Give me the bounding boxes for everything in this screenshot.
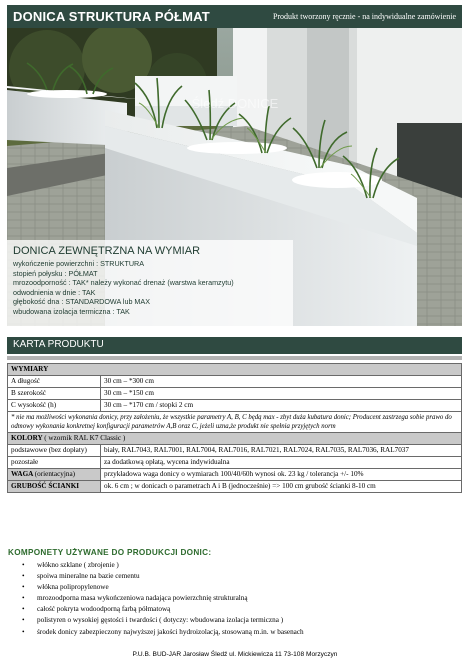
component-text: całość pokryta wodoodporną farbą półmatową	[37, 605, 171, 614]
list-item	[22, 627, 304, 638]
list-item	[22, 571, 304, 582]
wymiary-header: WYMIARY	[8, 364, 462, 376]
dim-value: 30 cm – *150 cm	[101, 388, 462, 400]
color-label: pozostałe	[8, 457, 101, 469]
spec-table	[7, 363, 462, 493]
footer-address: P.U.B. BUD-JAR Jarosław Śledź ul. Mickiewicza 11 73-108 Morzyczyn	[132, 651, 338, 658]
table-row	[8, 364, 462, 376]
dim-label: C wysokość (h)	[8, 400, 101, 412]
list-item	[22, 593, 304, 604]
dim-value: 30 cm – *300 cm	[101, 376, 462, 388]
divider	[7, 356, 462, 360]
attr-gloss: stopień połysku : PÓŁMAT	[13, 268, 98, 278]
list-item	[22, 615, 304, 626]
table-row	[8, 376, 462, 388]
waga-value: przykładowa waga donicy o wymiarach 100/40/60h wynosi ok. 23 kg / tolerancja +/- 10%	[101, 469, 462, 481]
table-row	[8, 445, 462, 457]
components-title: KOMPONETY UŻYWANE DO PRODUKCJI DONIC:	[8, 548, 212, 557]
waga-subtitle: (orientacyjna)	[34, 470, 76, 478]
kolory-title: KOLORY	[11, 434, 43, 442]
bullet-icon: •	[22, 572, 25, 581]
waga-title: WAGA	[11, 470, 33, 478]
table-row	[8, 412, 462, 433]
component-text: spoiwa mineralne na bazie cementu	[37, 572, 140, 581]
component-text: mrozoodporna masa wykończeniowa nadająca powierzchnię strukturalną	[37, 594, 248, 603]
list-item	[22, 604, 304, 615]
attr-finish: wykończenie powierzchni : STRUKTURA	[13, 259, 145, 268]
component-text: polistyren o wysokiej gęstości i twardości ( dotyczy: wbudowana izolacja termiczna )	[37, 616, 284, 625]
header-tagline: Produkt tworzony ręcznie - na indywidualne zamówienie	[272, 12, 456, 21]
attr-drainage: odwodnienia w dnie : TAK	[13, 287, 96, 297]
bullet-icon: •	[22, 561, 25, 569]
kolory-subtitle: ( wzornik RAL K7 Classic )	[44, 434, 126, 442]
dimension-note: * nie ma możliwości wykonania donicy, przy założeniu, że wszystkie parametry A, B, C będą max - zbyt duża kubatura donic; Producent zastrzega sobie prawo do odmowy wykonania konkretnej konfiguracji parametrów A,B oraz C, jeżeli uzna,że produkt nie spełnia przyjętych norm	[8, 412, 462, 433]
component-text: włókna polipropylenowe	[37, 583, 109, 592]
waga-label	[8, 469, 101, 481]
component-text: środek donicy zabezpieczony najwyższej jakości hydroizolacją, stosowaną m.in. w basenach	[37, 627, 304, 636]
page-header	[7, 5, 462, 28]
kolory-header	[8, 433, 462, 445]
list-item	[22, 560, 304, 571]
product-heading: DONICA ZEWNĘTRZNA NA WYMIAR	[13, 245, 201, 257]
product-info-overlay	[7, 240, 293, 326]
table-row	[8, 388, 462, 400]
attr-insulation: wbudowana izolacja termiczna : TAK	[13, 306, 130, 316]
photo-watermark: Śledź DONICE	[191, 96, 279, 111]
color-label: podstawowe (bez dopłaty)	[8, 445, 101, 457]
karta-produktu-bar: KARTA PRODUKTU	[7, 337, 462, 354]
color-value: za dodatkową opłatą, wycena indywidualna	[101, 457, 462, 469]
attr-depth: głębokość dna : STANDARDOWA lub MAX	[13, 297, 151, 307]
bullet-icon: •	[22, 605, 25, 614]
grubosc-value: ok. 6 cm ; w donicach o parametrach A i B (jednocześnie) => 100 cm grubość ścianki 8-10 cm	[101, 481, 462, 493]
grubosc-label: GRUBOŚĆ ŚCIANKI	[8, 481, 101, 493]
table-row	[8, 433, 462, 445]
bullet-icon: •	[22, 616, 25, 625]
page-title: DONICA STRUKTURA PÓŁMAT	[13, 9, 210, 24]
components-list	[22, 560, 304, 638]
bullet-icon: •	[22, 583, 25, 592]
bullet-icon: •	[22, 594, 25, 603]
component-text: włókno szklane ( zbrojenie )	[37, 561, 119, 569]
color-value: biały, RAL7043, RAL7001, RAL7004, RAL7016, RAL7021, RAL7024, RAL7035, RAL7036, RAL7037	[101, 445, 462, 457]
bullet-icon: •	[22, 627, 25, 636]
dim-label: A długość	[8, 376, 101, 388]
list-item	[22, 582, 304, 593]
attr-frost: mrozoodporność : TAK* należy wykonać drenaż (warstwa keramzytu)	[13, 278, 234, 288]
dim-value: 30 cm – *170 cm / stopki 2 cm	[101, 400, 462, 412]
dim-label: B szerokość	[8, 388, 101, 400]
table-row	[8, 481, 462, 493]
table-row	[8, 469, 462, 481]
table-row	[8, 457, 462, 469]
table-row	[8, 400, 462, 412]
